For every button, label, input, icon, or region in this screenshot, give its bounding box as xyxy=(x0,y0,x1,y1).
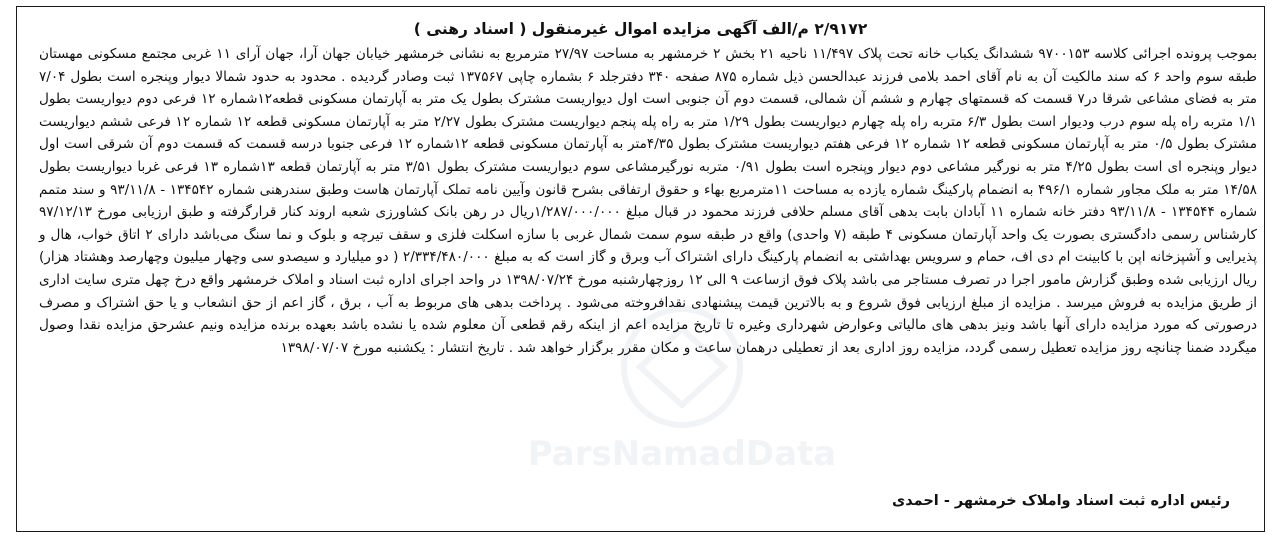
notice-body: بموجب پرونده اجرائی کلاسه ۹۷۰۰۱۵۳ ششدانگ یکباب خانه تحت پلاک ۱۱/۴۹۷ ناحیه ۲۱ بخش ۲ خرمشهر به مساحت ۲۷/۹۷ مترمربع به نشانی خرمشهر خیابان جهان آرا، جهان آرای ۱۱ غربی مجتمع مسکونی مهستان طبقه سوم واحد ۶ که سند مالکیت آن به نام آقای احمد بلامی فرزند عبدالحسن ذیل شماره ۸۷۵ صفحه ۳۴۰ دفترجلد ۶ بشماره چاپی ۱۳۷۵۶۷ ثبت وصادر گردیده . محدود به حدود شمالا دیوار وپنجره است بطول ۷/۰۴ متر به فضای مشاعی شرقا در۷ قسمت که قسمتهای چهارم و ششم آن شمالی، قسمت دوم آن جنوبی است اول دیواریست مشترک بطول یک متر به آپارتمان مسکونی قطعه۱۲شماره ۱۲ فرعی دوم دیواریست بطول ۱/۱ متربه راه پله سوم درب ودیوار است بطول ۶/۳ متربه راه پله چهارم دیواریست بطول ۱/۲۹ متر به راه پله پنجم دیواریست مشترک بطول ۲/۲۷ متر به آپارتمان مسکونی قطعه ۱۲ شماره ۱۲ فرعی ششم دیواریست مشترک بطول ۰/۵ متر به آپارتمان مسکونی قطعه ۱۲ شماره ۱۲ فرعی هفتم دیواریست مشترک بطول ۴/۳۵متر به آپارتمان مسکونی قطعه ۱۲شماره ۱۲ فرعی جنوبا درسه قسمت که قسمت دوم آن شرقی است اول دیوار وپنجره ای است بطول ۴/۲۵ متر به نورگیر مشاعی دوم دیوار وپنجره است بطول ۰/۹۱ متربه نورگیرمشاعی سوم دیواریست مشترک بطول ۳/۵۱ متر به آپارتمان قطعه ۱۳شماره ۱۳ فرعی غربا دیواریست بطول ۱۴/۵۸ متر به ملک مجاور شماره ۴۹۶/۱ به انضمام پارکینگ شماره یازده به مساحت ۱۱مترمربع بهاء و حقوق ارتفاقی بشرح قانون وآیین نامه تملک آپارتمان هاست وطبق سندرهنی شماره ۱۳۴۵۴۲ - ۹۳/۱۱/۸ و سند متمم شماره ۱۳۴۵۴۴ - ۹۳/۱۱/۸ دفتر خانه شماره ۱۱ آبادان بابت بدهی آقای مسلم حلافی فرزند محمود در قبال مبلغ ۱/۲۸۷/۰۰۰/۰۰۰ریال در رهن بانک کشاورزی شعبه اروند کنار قرارگرفته و طبق ارزیابی مورخ ۹۷/۱۲/۱۳ کارشناس رسمی دادگستری بصورت یک واحد آپارتمان مسکونی ۴ طبقه (۷ واحدی) واقع در طبقه سوم سمت شمال غربی با سازه اسکلت فلزی و سقف تیرچه و بلوک و نما سنگ می‌باشد دارای ۲ اتاق خواب، هال و پذیرایی و آشپزخانه اپن با کابینت ام دی اف، حمام و سرویس بهداشتی به انضمام پارکینگ دارای اشتراک آب وبرق و گاز است که به مبلغ ۲/۳۳۴/۴۸۰/۰۰۰ ( دو میلیارد و سیصدو سی وچهار میلیون وچهارصد وهشتاد هزار) ریال ارزیابی شده وطبق گزارش مامور اجرا در تصرف مستاجر می باشد پلاک فوق ازساعت ۹ الی ۱۲ روزچهارشنبه مورخ ۱۳۹۸/۰۷/۲۴ در واحد اجرای اداره ثبت اسناد و املاک خرمشهر واقع درخ چهل متری سایت اداری از طریق مزایده به فروش میرسد . مزایده از مبلغ ارزیابی فوق شروع و به بالاترین قیمت پیشنهادی نقدافروخته می‌شود . پرداخت بدهی های مربوط به آب ، برق ، گاز اعم از حق انشعاب و یا حق اشتراک و مصرف درصورتی که مورد مزایده دارای آنها باشد ونیز بدهی های مالیاتی وعوارض شهرداری وغیره تا تاریخ مزایده اعم از اینکه رقم قطعی آن معلوم شده یا نشده باشد بعهده برنده مزایده ونیم عشرحق مزایده نقدا وصول میگردد ضمنا چنانچه روز مزایده تعطیل رسمی گردد، مزایده روز اداری بعد از تعطیلی درهمان ساعت و مکان مقرر برگزار خواهد شد . تاریخ انتشار : یکشنبه مورخ ۱۳۹۸/۰۷/۰۷ xyxy=(39,46,1258,356)
notice-signature: رئیس اداره ثبت اسناد واملاک خرمشهر - احمدی xyxy=(891,493,1230,509)
notice-title: ۲/۹۱۷۲ م/الف آگهی مزایده اموال غیرمنقول ( اسناد رهنی ) xyxy=(413,20,868,38)
notice-frame xyxy=(16,6,1265,532)
watermark-brand: ParsNamadData xyxy=(527,434,837,474)
